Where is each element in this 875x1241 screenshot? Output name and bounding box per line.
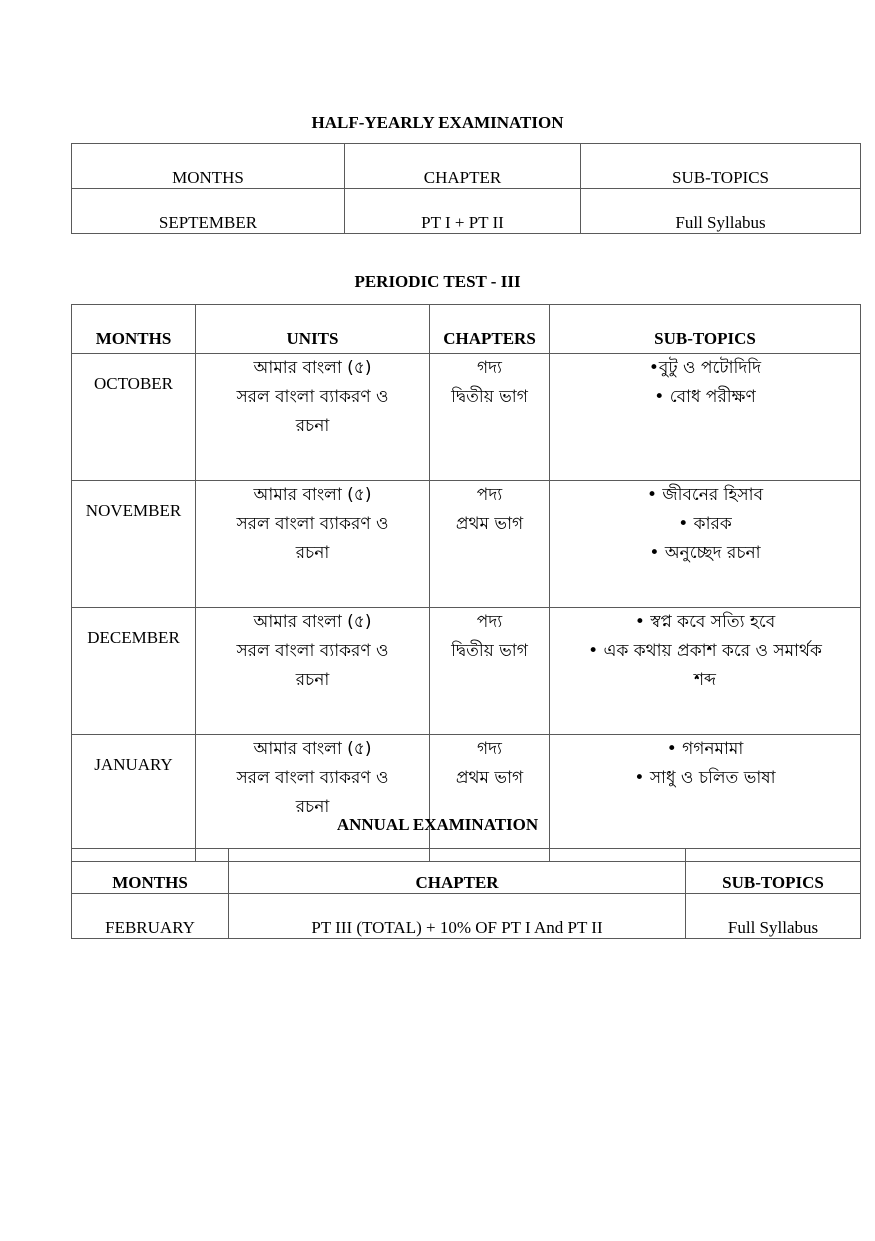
cell-month: SEPTEMBER: [72, 189, 345, 234]
table-row: [72, 608, 861, 735]
cell-chapters: [430, 481, 550, 608]
header-chapter: CHAPTER: [229, 849, 686, 894]
cell-sub-topics: Full Syllabus: [686, 894, 861, 939]
cell-month: DECEMBER: [72, 608, 196, 735]
header-chapter: CHAPTER: [345, 144, 581, 189]
unit-line: রচনা: [295, 416, 330, 436]
unit-line: আমার বাংলা (৫): [253, 485, 372, 505]
annual-title: ANNUAL EXAMINATION: [336, 815, 539, 834]
chapter-line: গদ্য: [476, 358, 502, 378]
header-months: MONTHS: [72, 849, 229, 894]
cell-sub-topics: [550, 354, 861, 481]
unit-line: সরল বাংলা ব্যাকরণ ও: [236, 514, 389, 534]
periodic-test-title: PERIODIC TEST - III: [354, 272, 521, 291]
chapter-line: দ্বিতীয় ভাগ: [451, 641, 528, 661]
table-header-row: [72, 144, 861, 189]
unit-line: রচনা: [295, 670, 330, 690]
annual-table: [71, 848, 861, 939]
chapter-line: পদ্য: [476, 612, 503, 632]
subtopic-item: • জীবনের হিসাব: [646, 485, 764, 505]
header-sub-topics: SUB-TOPICS: [686, 849, 861, 894]
cell-units: [196, 608, 430, 735]
cell-chapters: [430, 735, 550, 862]
half-yearly-table: [71, 143, 861, 234]
cell-chapter: PT I + PT II: [345, 189, 581, 234]
half-yearly-title: HALF-YEARLY EXAMINATION: [311, 113, 564, 132]
chapter-line: প্রথম ভাগ: [455, 514, 524, 534]
chapter-line: প্রথম ভাগ: [455, 768, 524, 788]
table-row: [72, 481, 861, 608]
unit-line: রচনা: [295, 797, 330, 817]
table-row: [72, 354, 861, 481]
unit-line: আমার বাংলা (৫): [253, 358, 372, 378]
cell-month: NOVEMBER: [72, 481, 196, 608]
cell-sub-topics: [550, 735, 861, 862]
periodic-test-table: [71, 304, 861, 862]
unit-line: আমার বাংলা (৫): [253, 612, 372, 632]
header-sub-topics: SUB-TOPICS: [581, 144, 861, 189]
cell-units: [196, 354, 430, 481]
subtopic-item: • সাধু ও চলিত ভাষা: [634, 768, 776, 788]
table-header-row: [72, 849, 861, 894]
header-units: UNITS: [196, 305, 430, 354]
cell-month: OCTOBER: [72, 354, 196, 481]
subtopic-item: • বোধ পরীক্ষণ: [654, 387, 756, 407]
cell-sub-topics: [550, 608, 861, 735]
cell-chapter: PT III (TOTAL) + 10% OF PT I And PT II: [229, 894, 686, 939]
header-sub-topics: SUB-TOPICS: [550, 305, 861, 354]
unit-line: সরল বাংলা ব্যাকরণ ও: [236, 387, 389, 407]
subtopic-item: • এক কথায় প্রকাশ করে ও সমার্থক: [588, 641, 822, 661]
cell-month: JANUARY: [72, 735, 196, 862]
cell-month: FEBRUARY: [72, 894, 229, 939]
subtopic-item: শব্দ: [694, 670, 716, 690]
header-months: MONTHS: [72, 305, 196, 354]
cell-units: [196, 735, 430, 862]
cell-sub-topics: [550, 481, 861, 608]
table-row: [72, 189, 861, 234]
table-header-row: [72, 305, 861, 354]
cell-units: [196, 481, 430, 608]
chapter-line: পদ্য: [476, 485, 503, 505]
subtopic-item: • গগনমামা: [666, 739, 744, 759]
subtopic-item: • অনুচ্ছেদ রচনা: [649, 543, 761, 563]
cell-sub-topics: Full Syllabus: [581, 189, 861, 234]
cell-chapters: [430, 608, 550, 735]
header-months: MONTHS: [72, 144, 345, 189]
subtopic-item: •বুটু ও পটোদিদি: [648, 358, 762, 378]
header-chapters: CHAPTERS: [430, 305, 550, 354]
chapter-line: দ্বিতীয় ভাগ: [451, 387, 528, 407]
cell-chapters: [430, 354, 550, 481]
subtopic-item: • স্বপ্ন কবে সত্যি হবে: [634, 612, 776, 632]
table-row: [72, 735, 861, 862]
unit-line: সরল বাংলা ব্যাকরণ ও: [236, 768, 389, 788]
subtopic-item: • কারক: [678, 514, 732, 534]
chapter-line: গদ্য: [476, 739, 502, 759]
unit-line: সরল বাংলা ব্যাকরণ ও: [236, 641, 389, 661]
table-row: [72, 894, 861, 939]
unit-line: আমার বাংলা (৫): [253, 739, 372, 759]
unit-line: রচনা: [295, 543, 330, 563]
